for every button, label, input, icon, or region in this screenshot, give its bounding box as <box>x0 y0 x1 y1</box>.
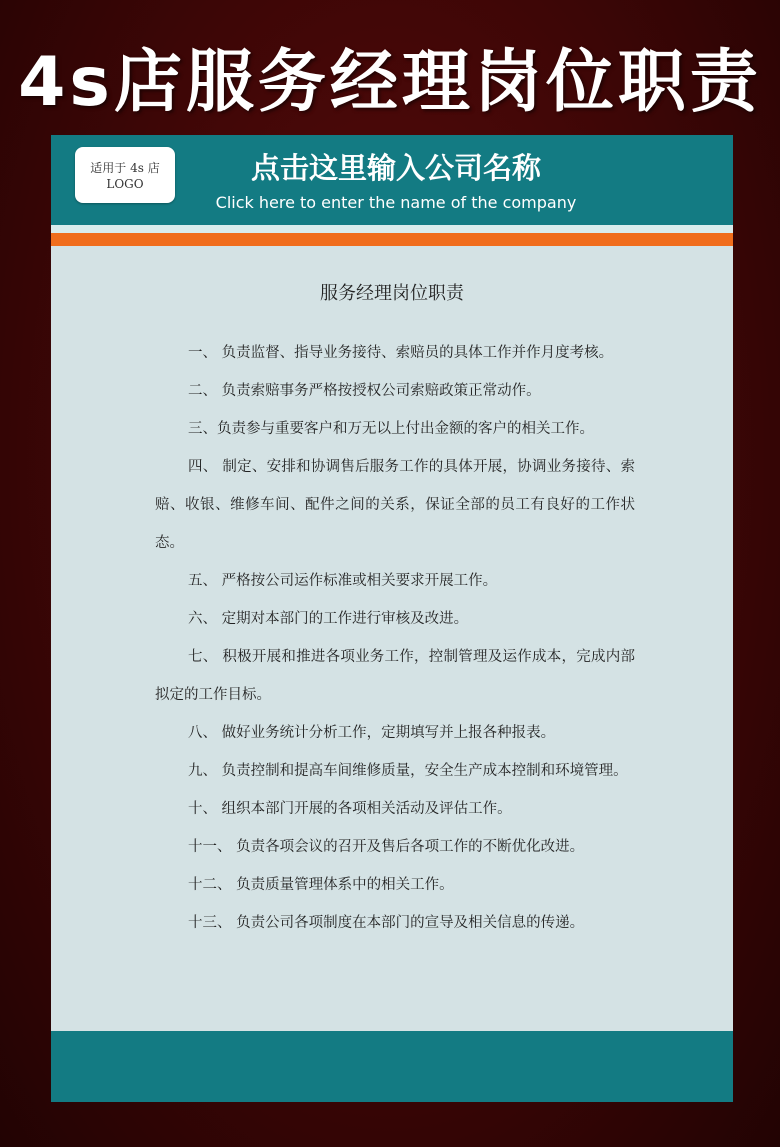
duty-item: 九、 负责控制和提高车间维修质量，安全生产成本控制和环境管理。 <box>188 763 628 779</box>
logo-placeholder[interactable] <box>75 147 175 203</box>
logo-text: LOGO <box>106 177 144 191</box>
header-band <box>51 135 733 225</box>
duty-item: 十二、 负责质量管理体系中的相关工作。 <box>188 877 454 893</box>
duty-item: 一、 负责监督、指导业务接待、索赔员的具体工作并作月度考核。 <box>188 345 614 361</box>
company-name-en[interactable]: Click here to enter the name of the company <box>215 193 577 212</box>
header-divider <box>51 225 733 233</box>
document-panel <box>51 135 733 1102</box>
duty-item: 三、负责参与重要客户和万无以上付出金额的客户的相关工作。 <box>188 421 594 437</box>
company-name-cn[interactable]: 点击这里输入公司名称 <box>250 151 541 185</box>
document-title: 服务经理岗位职责 <box>320 283 464 304</box>
duty-item: 五、 严格按公司运作标准或相关要求开展工作。 <box>188 573 498 589</box>
duty-item: 六、 定期对本部门的工作进行审核及改进。 <box>188 611 469 627</box>
duty-list <box>155 334 635 942</box>
poster-title: 4s店服务经理岗位职责 <box>18 43 762 122</box>
duty-item: 十、 组织本部门开展的各项相关活动及评估工作。 <box>188 801 512 817</box>
logo-caption: 适用于 4s 店 <box>90 161 160 175</box>
duty-item: 十一、 负责各项会议的召开及售后各项工作的不断优化改进。 <box>188 839 585 855</box>
duty-item: 十三、 负责公司各项制度在本部门的宣导及相关信息的传递。 <box>188 915 585 931</box>
duty-item: 八、 做好业务统计分析工作，定期填写并上报各种报表。 <box>188 725 556 741</box>
orange-divider <box>51 233 733 246</box>
duty-item: 二、 负责索赔事务严格按授权公司索赔政策正常动作。 <box>188 383 541 399</box>
duty-item: 七、 积极开展和推进各项业务工作，控制管理及运作成本，完成内部拟定的工作目标。 <box>155 649 635 703</box>
duty-item: 四、 制定、安排和协调售后服务工作的具体开展，协调业务接待、索赔、收银、维修车间、配件之间的关系，保证全部的员工有良好的工作状态。 <box>155 459 635 551</box>
footer-band <box>51 1031 733 1102</box>
